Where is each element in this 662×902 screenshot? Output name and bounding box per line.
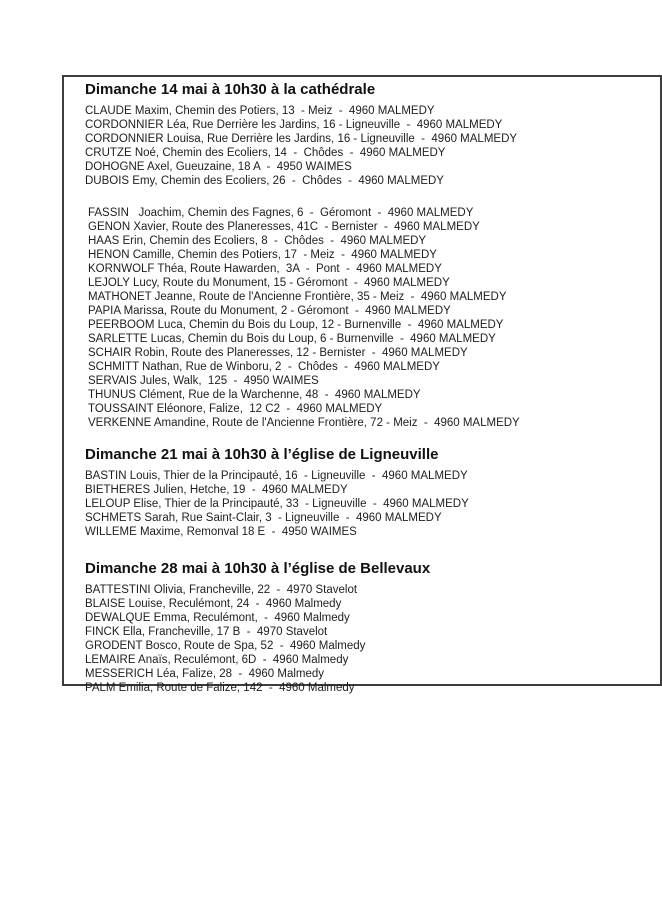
- entry-line: GRODENT Bosco, Route de Spa, 52 - 4960 Malmedy: [85, 640, 366, 652]
- entry-group: [85, 583, 652, 695]
- entry-line: LEMAIRE Anaïs, Reculémont, 6D - 4960 Malmedy: [85, 654, 349, 666]
- entry-line: GENON Xavier, Route des Planeresses, 41C - Bernister - 4960 MALMEDY: [88, 221, 480, 233]
- entry-line: THUNUS Clément, Rue de la Warchenne, 48 - 4960 MALMEDY: [88, 389, 421, 401]
- schedule-section: [85, 79, 652, 430]
- entry-line: DEWALQUE Emma, Reculémont, - 4960 Malmedy: [85, 612, 350, 624]
- entry-line: DOHOGNE Axel, Gueuzaine, 18 A - 4950 WAIMES: [85, 161, 352, 173]
- schedule-section: [85, 558, 652, 695]
- entry-line: HAAS Erin, Chemin des Ecoliers, 8 - Chôdes - 4960 MALMEDY: [88, 235, 427, 247]
- section-heading: Dimanche 14 mai à 10h30 à la cathédrale: [85, 81, 376, 98]
- entry-group: [88, 206, 652, 430]
- entry-line: SARLETTE Lucas, Chemin du Bois du Loup, 6 - Burnenville - 4960 MALMEDY: [88, 333, 496, 345]
- entry-line: MESSERICH Léa, Falize, 28 - 4960 Malmedy: [85, 668, 325, 680]
- entry-line: FASSIN Joachim, Chemin des Fagnes, 6 - Géromont - 4960 MALMEDY: [88, 207, 474, 219]
- entry-line: VERKENNE Amandine, Route de l'Ancienne Frontière, 72 - Meiz - 4960 MALMEDY: [88, 417, 520, 429]
- entry-line: BASTIN Louis, Thier de la Principauté, 16 - Ligneuville - 4960 MALMEDY: [85, 470, 468, 482]
- entry-line: SCHAIR Robin, Route des Planeresses, 12 - Bernister - 4960 MALMEDY: [88, 347, 468, 359]
- entry-line: LEJOLY Lucy, Route du Monument, 15 - Géromont - 4960 MALMEDY: [88, 277, 450, 289]
- entry-line: LELOUP Elise, Thier de la Principauté, 33 - Ligneuville - 4960 MALMEDY: [85, 498, 469, 510]
- entry-line: BLAISE Louise, Reculémont, 24 - 4960 Malmedy: [85, 598, 342, 610]
- entry-line: MATHONET Jeanne, Route de l'Ancienne Frontière, 35 - Meiz - 4960 MALMEDY: [88, 291, 507, 303]
- entry-line: WILLEME Maxime, Remonval 18 E - 4950 WAIMES: [85, 526, 357, 538]
- entry-line: PALM Emilia, Route de Falize, 142 - 4960 Malmedy: [85, 682, 355, 694]
- entry-line: BIETHERES Julien, Hetche, 19 - 4960 MALMEDY: [85, 484, 348, 496]
- entry-group: [85, 104, 652, 188]
- entry-line: BATTESTINI Olivia, Francheville, 22 - 4970 Stavelot: [85, 584, 358, 596]
- entry-group: [85, 469, 652, 539]
- entry-line: FINCK Ella, Francheville, 17 B - 4970 Stavelot: [85, 626, 328, 638]
- entry-line: SERVAIS Jules, Walk, 125 - 4950 WAIMES: [88, 375, 319, 387]
- entry-line: CLAUDE Maxim, Chemin des Potiers, 13 - Meiz - 4960 MALMEDY: [85, 105, 435, 117]
- entry-line: SCHMITT Nathan, Rue de Winboru, 2 - Chôdes - 4960 MALMEDY: [88, 361, 440, 373]
- section-heading: Dimanche 21 mai à 10h30 à l’église de Ligneuville: [85, 446, 439, 463]
- entry-line: CRUTZE Noé, Chemin des Ecoliers, 14 - Chôdes - 4960 MALMEDY: [85, 147, 446, 159]
- entry-line: DUBOIS Emy, Chemin des Ecoliers, 26 - Chôdes - 4960 MALMEDY: [85, 175, 444, 187]
- section-heading: Dimanche 28 mai à 10h30 à l’église de Bellevaux: [85, 560, 431, 577]
- entry-line: TOUSSAINT Eléonore, Falize, 12 C2 - 4960 MALMEDY: [88, 403, 383, 415]
- entry-line: HENON Camille, Chemin des Potiers, 17 - Meiz - 4960 MALMEDY: [88, 249, 437, 261]
- entry-line: CORDONNIER Léa, Rue Derrière les Jardins, 16 - Ligneuville - 4960 MALMEDY: [85, 119, 503, 131]
- entry-line: CORDONNIER Louisa, Rue Derrière les Jardins, 16 - Ligneuville - 4960 MALMEDY: [85, 133, 518, 145]
- schedule-document: [62, 75, 662, 694]
- entry-line: KORNWOLF Théa, Route Hawarden, 3A - Pont - 4960 MALMEDY: [88, 263, 442, 275]
- entry-line: SCHMETS Sarah, Rue Saint-Clair, 3 - Ligneuville - 4960 MALMEDY: [85, 512, 442, 524]
- schedule-section: [85, 444, 652, 539]
- entry-line: PAPIA Marissa, Route du Monument, 2 - Géromont - 4960 MALMEDY: [88, 305, 451, 317]
- entry-line: PEERBOOM Luca, Chemin du Bois du Loup, 12 - Burnenville - 4960 MALMEDY: [88, 319, 504, 331]
